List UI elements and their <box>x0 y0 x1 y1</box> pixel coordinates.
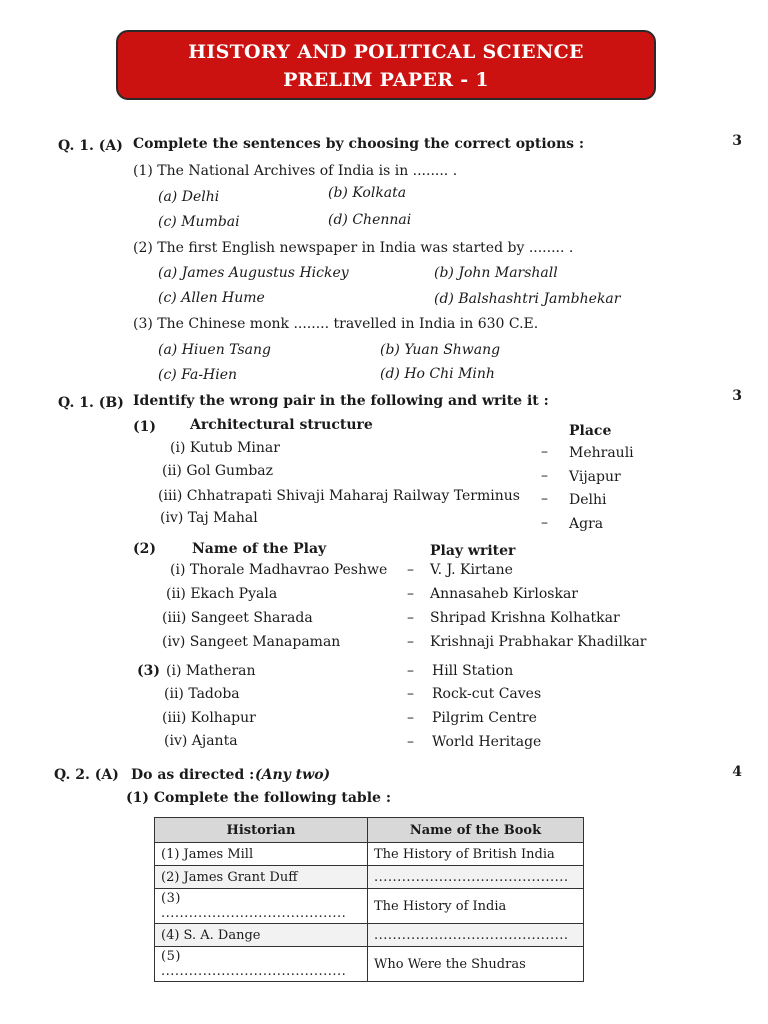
q1a-item1-opt-b: (b) Kolkata <box>328 185 407 201</box>
q1a-item1-opt-a: (a) Delhi <box>158 189 220 205</box>
table-cell-book: The History of British India <box>368 843 584 866</box>
table-cell-historian: (1) James Mill <box>155 843 368 866</box>
q1a-item1-opt-c: (c) Mumbai <box>158 214 240 230</box>
q1b-set3-row4-a: (iv) Ajanta <box>164 733 238 749</box>
q1b-marks: 3 <box>732 388 742 404</box>
table-cell-historian: (4) S. A. Dange <box>155 924 368 947</box>
q1b-set3-num: (3) <box>137 663 160 679</box>
q1b-set1-col2-heading: Place <box>569 423 612 439</box>
q1a-item2-opt-b: (b) John Marshall <box>434 265 558 281</box>
paper-title-box <box>116 30 656 100</box>
q2a-label: Q. 2. (A) <box>54 767 119 783</box>
q1b-set2-row1-b: V. J. Kirtane <box>430 562 513 578</box>
table-row <box>155 889 584 924</box>
q1b-set2-row4-b: Krishnaji Prabhakar Khadilkar <box>430 634 647 650</box>
q1a-instruction: Complete the sentences by choosing the correct options : <box>133 136 585 152</box>
table-row <box>155 843 584 866</box>
historian-table <box>154 817 584 982</box>
q1b-set1-row4-b: Agra <box>569 516 604 532</box>
q1b-set2-row2-b: Annasaheb Kirloskar <box>430 586 578 602</box>
q1b-set2-row3-a: (iii) Sangeet Sharada <box>162 610 313 626</box>
q1b-set2-col1-heading: Name of the Play <box>192 541 327 557</box>
paper-title-line1: HISTORY AND POLITICAL SCIENCE <box>188 41 584 63</box>
table-header-historian: Historian <box>155 818 368 843</box>
q1b-set3-row3-a: (iii) Kolhapur <box>162 710 256 726</box>
q1a-item2-stem: (2) The first English newspaper in India was started by ........ . <box>133 240 574 256</box>
q1b-set1-row2-b: Vijapur <box>569 469 621 485</box>
q1b-set3-row1-dash: – <box>407 663 414 679</box>
q1b-set1-col1-heading: Architectural structure <box>190 417 373 433</box>
q1b-set1-row3-dash: – <box>541 491 548 507</box>
q1b-set3-row2-dash: – <box>407 686 414 702</box>
q1b-set2-row4-a: (iv) Sangeet Manapaman <box>162 634 341 650</box>
q1a-item1-opt-d: (d) Chennai <box>328 212 412 228</box>
q1b-set1-row4-dash: – <box>541 515 548 531</box>
q1b-set1-row1-a: (i) Kutub Minar <box>170 440 280 456</box>
q1b-set1-row1-dash: – <box>541 444 548 460</box>
q1b-set3-row4-dash: – <box>407 734 414 750</box>
q2a-marks: 4 <box>732 764 742 780</box>
q2a-note: (Any two) <box>255 767 331 783</box>
table-cell-historian-blank: (3) ........................................ <box>155 889 368 924</box>
q1b-set2-col2-heading: Play writer <box>430 543 516 559</box>
table-header-row <box>155 818 584 843</box>
q1b-set3-row2-a: (ii) Tadoba <box>164 686 240 702</box>
q1a-item2-opt-a: (a) James Augustus Hickey <box>158 265 349 281</box>
table-header-book: Name of the Book <box>368 818 584 843</box>
table-cell-historian: (2) James Grant Duff <box>155 866 368 889</box>
paper-title-line2: PRELIM PAPER - 1 <box>283 69 489 91</box>
table-cell-book-blank: .......................................... <box>368 866 584 889</box>
table-cell-historian-blank: (5) ........................................ <box>155 947 368 982</box>
q1b-set1-row1-b: Mehrauli <box>569 445 634 461</box>
q1a-marks: 3 <box>732 133 742 149</box>
q1b-set2-row1-a: (i) Thorale Madhavrao Peshwe <box>170 562 388 578</box>
table-row <box>155 924 584 947</box>
table-row <box>155 947 584 982</box>
q1b-set1-row2-dash: – <box>541 468 548 484</box>
table-cell-book: Who Were the Shudras <box>368 947 584 982</box>
q1a-item2-opt-c: (c) Allen Hume <box>158 290 265 306</box>
q1b-set2-row1-dash: – <box>407 562 414 578</box>
q1b-set2-row2-dash: – <box>407 586 414 602</box>
q1b-set2-num: (2) <box>133 541 156 557</box>
table-row <box>155 866 584 889</box>
q1b-set3-row3-dash: – <box>407 710 414 726</box>
q1b-set1-row4-a: (iv) Taj Mahal <box>160 510 258 526</box>
table-cell-book-blank: .......................................... <box>368 924 584 947</box>
q1b-set1-row3-b: Delhi <box>569 492 607 508</box>
q1b-set2-row4-dash: – <box>407 634 414 650</box>
q1b-set2-row2-a: (ii) Ekach Pyala <box>166 586 278 602</box>
q1a-label: Q. 1. (A) <box>58 138 123 154</box>
q2a-sub1: (1) Complete the following table : <box>126 790 391 806</box>
q2a-instruction: Do as directed : <box>131 767 255 783</box>
q1b-set1-row2-a: (ii) Gol Gumbaz <box>162 463 274 479</box>
q1b-set3-row3-b: Pilgrim Centre <box>432 710 537 726</box>
q1a-item3-stem: (3) The Chinese monk ........ travelled in India in 630 C.E. <box>133 316 539 332</box>
q1b-set3-row1-b: Hill Station <box>432 663 514 679</box>
q1a-item3-opt-d: (d) Ho Chi Minh <box>380 366 495 382</box>
q1b-set2-row3-b: Shripad Krishna Kolhatkar <box>430 610 620 626</box>
q1b-set1-row3-a: (iii) Chhatrapati Shivaji Maharaj Railway Terminus <box>158 488 520 504</box>
q1b-label: Q. 1. (B) <box>58 395 124 411</box>
q1b-set3-row1-a: (i) Matheran <box>166 663 256 679</box>
q1b-set2-row3-dash: – <box>407 610 414 626</box>
q1a-item2-opt-d: (d) Balshashtri Jambhekar <box>434 291 621 307</box>
q1b-set3-row4-b: World Heritage <box>432 734 542 750</box>
q1a-item3-opt-c: (c) Fa-Hien <box>158 367 238 383</box>
q1a-item3-opt-a: (a) Hiuen Tsang <box>158 342 272 358</box>
table-cell-book: The History of India <box>368 889 584 924</box>
q1a-item3-opt-b: (b) Yuan Shwang <box>380 342 501 358</box>
q1b-instruction: Identify the wrong pair in the following and write it : <box>133 393 549 409</box>
q1a-item1-stem: (1) The National Archives of India is in ........ . <box>133 163 458 179</box>
q1b-set1-num: (1) <box>133 419 156 435</box>
q1b-set3-row2-b: Rock-cut Caves <box>432 686 542 702</box>
